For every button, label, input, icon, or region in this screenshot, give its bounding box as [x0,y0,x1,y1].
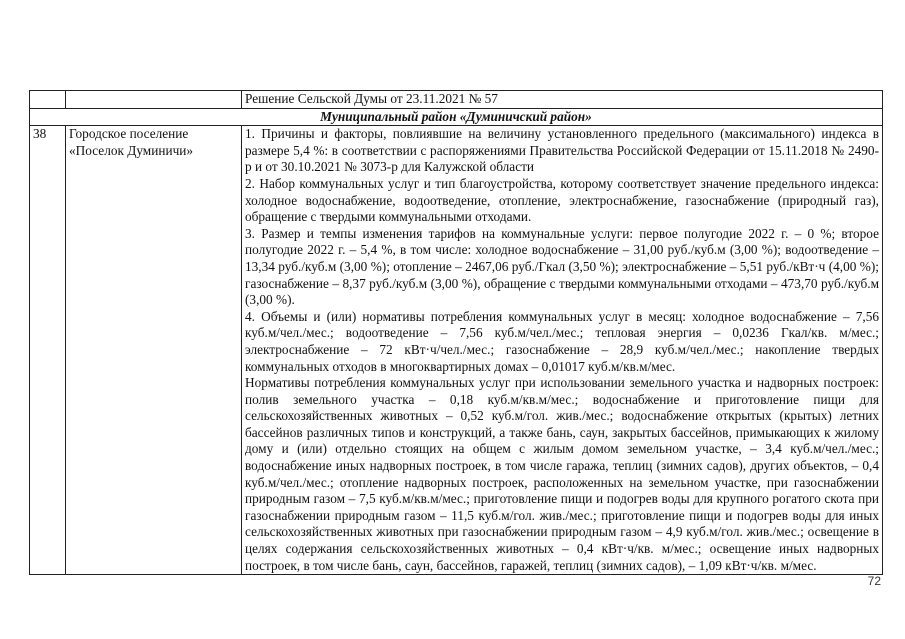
paragraph-land-norms: Нормативы потребления коммунальных услуг при использовании земельного участка и надворных построек: полив земельного участка – 0,18 куб.м/кв.м/мес.; водоснабжение и приготовление пищи для сельскохозяйственных животных – 0,52 куб.м/гол. жив./мес.; водоснабжение открытых (крытых) летних бассейнов различных типов и конструкций, а также бань, саун, закрытых бассейнов, примыкающих к жилому дому и (или) отдельно стоящих на общем с жилым домом земельном участке, – 3,4 куб.м/чел./мес.; водоснабжение иных надворных построек, в том числе гаража, теплиц (зимних садов), других объектов, – 0,4 куб.м/чел./мес.; отопление надворных построек, расположенных на земельном участке, при газоснабжении природным газом – 7,5 куб.м/кв.м/мес.; приготовление пищи и подогрев воды для крупного рогатого скота при газоснабжении природным газом – 11,5 куб.м/гол. жив./мес.; приготовление пищи и подогрев воды для иных сельскохозяйственных животных при газоснабжении природным газом – 4,9 куб.м/гол. жив./мес.; освещение в целях содержания сельскохозяйственных животных – 0,4 кВт·ч/кв. м/мес.; освещение иных надворных построек, в том числе бань, саун, бассейнов, гаражей, теплиц (зимних садов), – 1,09 кВт·ч/кв. м/мес. [245,375,879,573]
settlement-name: Городское поселение «Поселок Думиничи» [66,126,242,575]
page-number: 72 [867,574,881,588]
decision-row [30,91,883,109]
tariff-table [29,90,883,575]
paragraph-volumes: 4. Объемы и (или) нормативы потребления коммунальных услуг в месяц: холодное водоснабжение – 7,56 куб.м/чел./мес.; водоотведение – 7,56 куб.м/чел./мес.; тепловая энергия – 0,0236 Гкал/кв. м/мес.; электроснабжение – 72 кВт·ч/чел./мес.; газоснабжение – 28,9 куб.м/чел./мес.; накопление твердых коммунальных отходов в многоквартирных домах – 0,01017 куб.м/кв.м/мес. [245,308,879,374]
paragraph-causes: 1. Причины и факторы, повлиявшие на величину установленного предельного (максимального) индекса в размере 5,4 %: в соответствии с распоряжениями Правительства Российской Федерации от 15.11.2018 № 2490-р и от 30.10.2021 № 3073-р для Калужской области [245,126,879,175]
entry-number: 38 [30,126,66,575]
paragraph-tariffs: 3. Размер и темпы изменения тарифов на коммунальные услуги: первое полугодие 2022 г. – 0 %; второе полугодие 2022 г. – 5,4 %, в том числе: холодное водоснабжение – 31,00 руб./куб.м (3,00 %); водоотведение – 13,34 руб./куб.м (3,00 %); отопление – 2467,06 руб./Гкал (3,50 %); электроснабжение – 5,51 руб./кВт·ч (4,00 %); газоснабжение – 8,37 руб./куб.м (3,00 %), обращение с твердыми коммунальными отходами – 473,70 руб./куб.м (3,00 %). [245,225,879,308]
entry-content [242,126,883,575]
paragraph-services: 2. Набор коммунальных услуг и тип благоустройства, которому соответствует значение предельного индекса: холодное водоснабжение, водоотведение, отопление, электроснабжение, газоснабжение (природный газ), обращение с твердыми коммунальными отходами. [245,175,879,225]
decision-cell: Решение Сельской Думы от 23.11.2021 № 57 [242,91,883,109]
region-row [30,108,883,126]
table-row [30,126,883,575]
region-heading: Муниципальный район «Думиничский район» [30,108,883,126]
